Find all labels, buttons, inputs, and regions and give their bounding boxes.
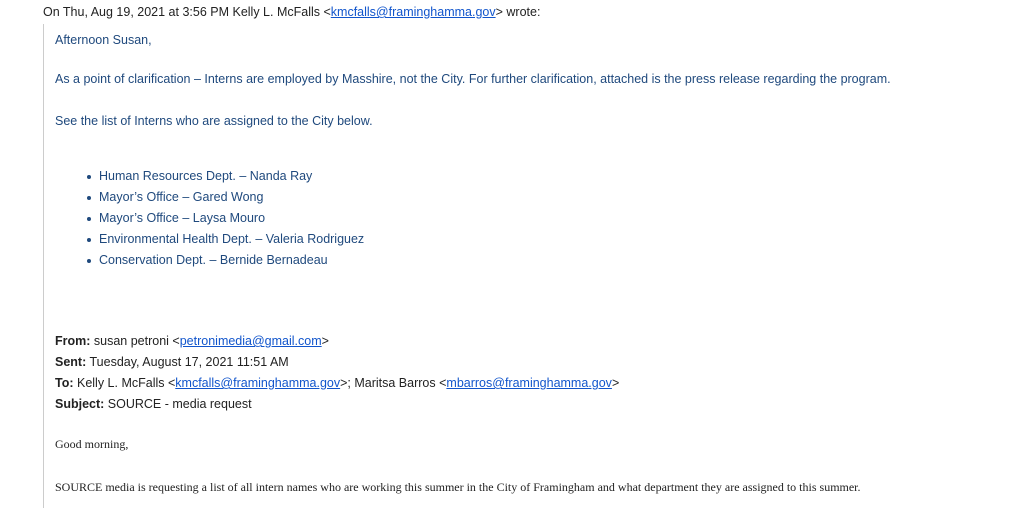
intern-list [55, 168, 364, 273]
sent-value: Tuesday, August 17, 2021 11:51 AM [86, 355, 289, 369]
forwarded-to-line [55, 376, 619, 390]
list-item: Conservation Dept. – Bernide Bernadeau [99, 252, 364, 273]
sent-label: Sent: [55, 355, 87, 369]
list-item: Environmental Health Dept. – Valeria Rodriguez [99, 231, 364, 252]
to-close: > [611, 376, 620, 390]
list-item: Mayor’s Office – Gared Wong [99, 189, 364, 210]
from-email-link[interactable]: petronimedia@gmail.com [179, 334, 322, 348]
list-item: Human Resources Dept. – Nanda Ray [99, 168, 364, 189]
from-label: From: [55, 334, 91, 348]
sender-email-link[interactable]: kmcfalls@framinghamma.gov [330, 5, 496, 19]
to-email-link-1[interactable]: kmcfalls@framinghamma.gov [175, 376, 341, 390]
to-name-1: Kelly L. McFalls < [73, 376, 176, 390]
reply-greeting: Afternoon Susan, [55, 33, 152, 47]
original-body: SOURCE media is requesting a list of all intern names who are working this summer in the City of Framingham and what department they are assigned to this summer. [55, 480, 861, 494]
attribution-suffix: > wrote: [495, 5, 541, 19]
subject-value: SOURCE - media request [104, 397, 252, 411]
reply-list-intro: See the list of Interns who are assigned to the City below. [55, 114, 373, 128]
from-name: susan petroni < [90, 334, 180, 348]
to-label: To: [55, 376, 74, 390]
to-email-link-2[interactable]: mbarros@framinghamma.gov [446, 376, 612, 390]
forwarded-subject-line [55, 397, 252, 411]
to-separator: >; Maritsa Barros < [340, 376, 447, 390]
reply-clarification: As a point of clarification – Interns are employed by Masshire, not the City. For further clarification, attached is the press release regarding the program. [55, 72, 891, 86]
original-greeting: Good morning, [55, 437, 129, 451]
forwarded-sent-line [55, 355, 289, 369]
forwarded-from-line [55, 334, 329, 348]
attribution-prefix: On Thu, Aug 19, 2021 at 3:56 PM Kelly L. McFalls < [43, 5, 331, 19]
reply-attribution [43, 5, 540, 19]
from-close: > [321, 334, 329, 348]
subject-label: Subject: [55, 397, 105, 411]
quoted-reply-block [43, 24, 1014, 508]
list-item: Mayor’s Office – Laysa Mouro [99, 210, 364, 231]
